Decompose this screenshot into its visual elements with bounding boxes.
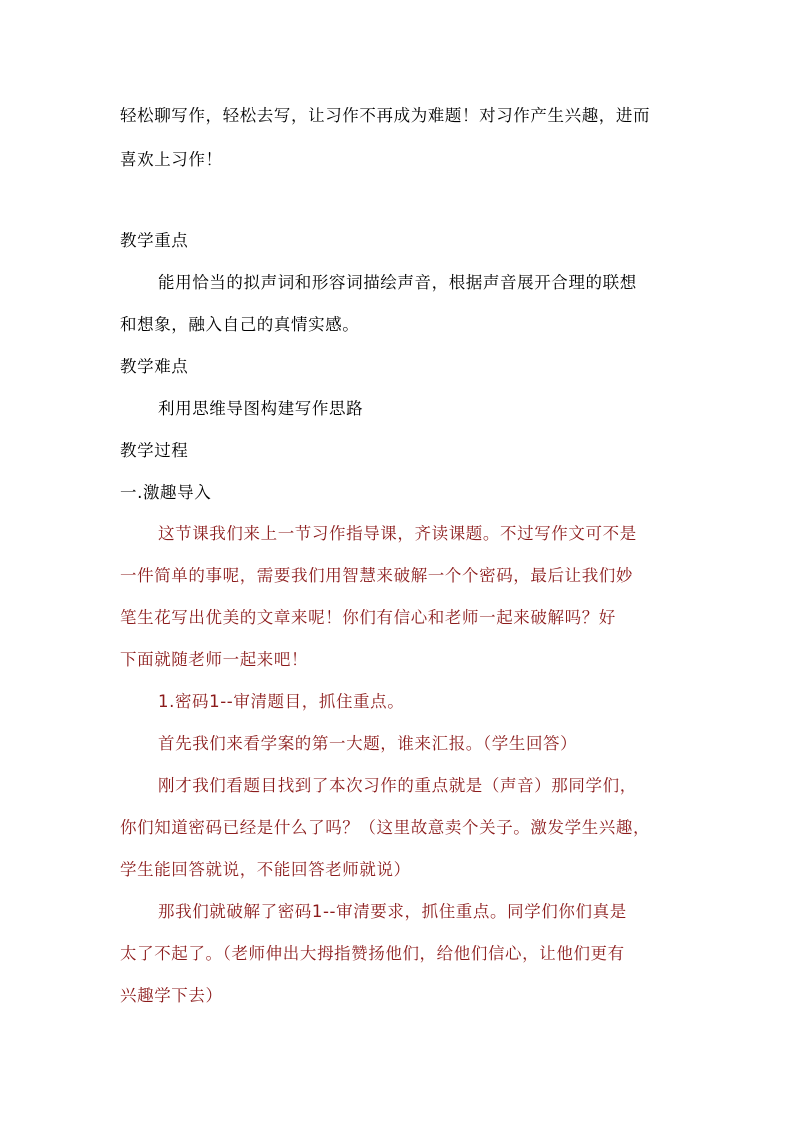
teaching-focus-line-1: 能用恰当的拟声词和形容词描绘声音，根据声音展开合理的联想 <box>158 273 637 292</box>
teaching-process-heading: 教学过程 <box>120 441 189 460</box>
paragraph-4-line-2: 太了不起了。（老师伸出大拇指赞扬他们，给他们信心，让他们更有 <box>120 944 625 963</box>
intro-line-1: 轻松聊写作，轻松去写，让习作不再成为难题！对习作产生兴趣，进而 <box>120 106 651 125</box>
paragraph-1-line-1: 这节课我们来上一节习作指导课，齐读课题。不过写作文可不是 <box>158 524 637 543</box>
intro-line-2: 喜欢上习作！ <box>120 150 223 169</box>
paragraph-2-line-1: 首先我们来看学案的第一大题，谁来汇报。（学生回答） <box>158 734 578 753</box>
paragraph-1-line-2: 一件简单的事呢，需要我们用智慧来破解一个个密码，最后让我们妙 <box>120 566 633 585</box>
teaching-focus-heading: 教学重点 <box>120 231 189 250</box>
teaching-focus-line-2: 和想象，融入自己的真情实感。 <box>120 315 360 334</box>
paragraph-1-line-4: 下面就随老师一起来吧！ <box>120 650 309 669</box>
paragraph-3-line-3: 学生能回答就说，不能回答老师就说） <box>120 860 411 879</box>
teaching-difficulty-heading: 教学难点 <box>120 357 189 376</box>
teaching-difficulty-text: 利用思维导图构建写作思路 <box>158 399 364 418</box>
paragraph-1-line-3: 笔生花写出优美的文章来呢！你们有信心和老师一起来破解吗？好 <box>120 608 616 627</box>
paragraph-4-line-1: 那我们就破解了密码1--审清要求，抓住重点。同学们你们真是 <box>158 902 627 921</box>
paragraph-4-line-3: 兴趣学下去） <box>120 986 223 1005</box>
section-1-heading: 一.激趣导入 <box>120 483 212 502</box>
paragraph-3-line-1: 刚才我们看题目找到了本次习作的重点就是（声音）那同学们， <box>158 776 637 795</box>
paragraph-3-line-2: 你们知道密码已经是什么了吗？（这里故意卖个关子。激发学生兴趣， <box>120 818 651 837</box>
list-item-1: 1.密码1--审清题目，抓住重点。 <box>158 692 405 711</box>
